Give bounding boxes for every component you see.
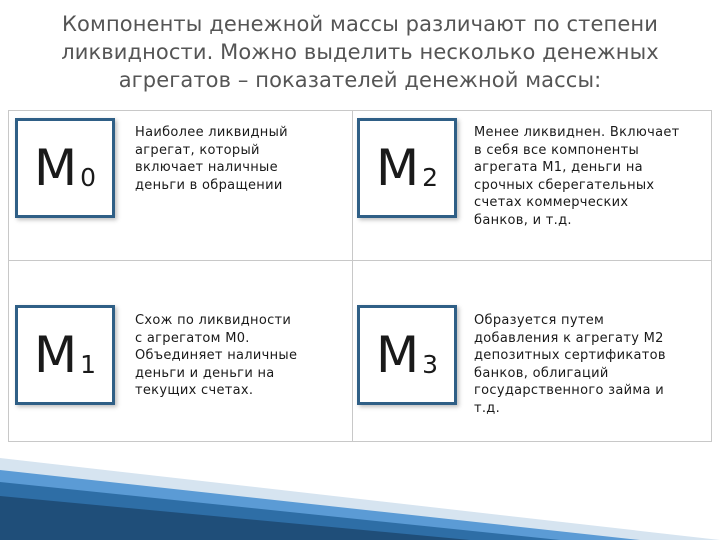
aggregate-letter: М (33, 326, 78, 384)
aggregate-description-m1 (135, 312, 297, 400)
decorative-swoosh (0, 430, 720, 540)
description-line: срочных сберегательных (474, 177, 655, 193)
description-line: деньги в обращении (135, 177, 283, 193)
description-line: включает наличные (135, 160, 278, 175)
aggregate-digit: 3 (422, 349, 439, 379)
aggregate-badge-m3 (357, 305, 457, 405)
description-line: Схож по ликвидности (135, 313, 292, 328)
description-line: банков, облигаций (474, 365, 609, 381)
title-line: агрегатов – показателей денежной массы: (118, 68, 602, 92)
description-line: Наиболее ликвидный (135, 125, 288, 140)
description-line: т.д. (474, 400, 501, 416)
aggregate-digit: 2 (422, 162, 439, 192)
aggregate-badge-m1 (15, 305, 115, 405)
aggregate-letter: М (375, 139, 420, 197)
description-line: счетах коммерческих (474, 195, 629, 210)
description-line: депозитных сертификатов (474, 348, 666, 363)
description-line: агрегат, который (135, 142, 260, 158)
description-line: банков, и т.д. (474, 212, 572, 228)
description-line: текущих счетах. (135, 383, 254, 398)
description-line: Объединяет наличные (135, 348, 298, 363)
aggregate-description-m0 (135, 124, 288, 194)
description-line: государственного займа и (474, 383, 664, 398)
description-line: в себя все компоненты (474, 142, 640, 158)
description-line: деньги и деньги на (135, 365, 275, 381)
aggregate-badge-m2 (357, 118, 457, 218)
aggregate-badge-m0 (15, 118, 115, 218)
description-line: добавления к агрегату М2 (474, 330, 664, 346)
description-line: Образуется путем (474, 313, 605, 328)
aggregate-description-m3 (474, 312, 666, 417)
aggregate-digit: 1 (80, 349, 97, 379)
aggregate-letter: М (375, 326, 420, 384)
title-line: Компоненты денежной массы различают по степени (62, 12, 658, 36)
description-line: с агрегатом М0. (135, 330, 250, 346)
aggregate-description-m2 (474, 124, 680, 229)
slide-title (20, 10, 700, 94)
description-line: агрегата М1, деньги на (474, 160, 643, 175)
aggregate-letter: М (33, 139, 78, 197)
description-line: Менее ликвиднен. Включает (474, 125, 680, 140)
title-line: ликвидности. Можно выделить несколько денежных (61, 40, 659, 64)
aggregate-digit: 0 (80, 162, 97, 192)
